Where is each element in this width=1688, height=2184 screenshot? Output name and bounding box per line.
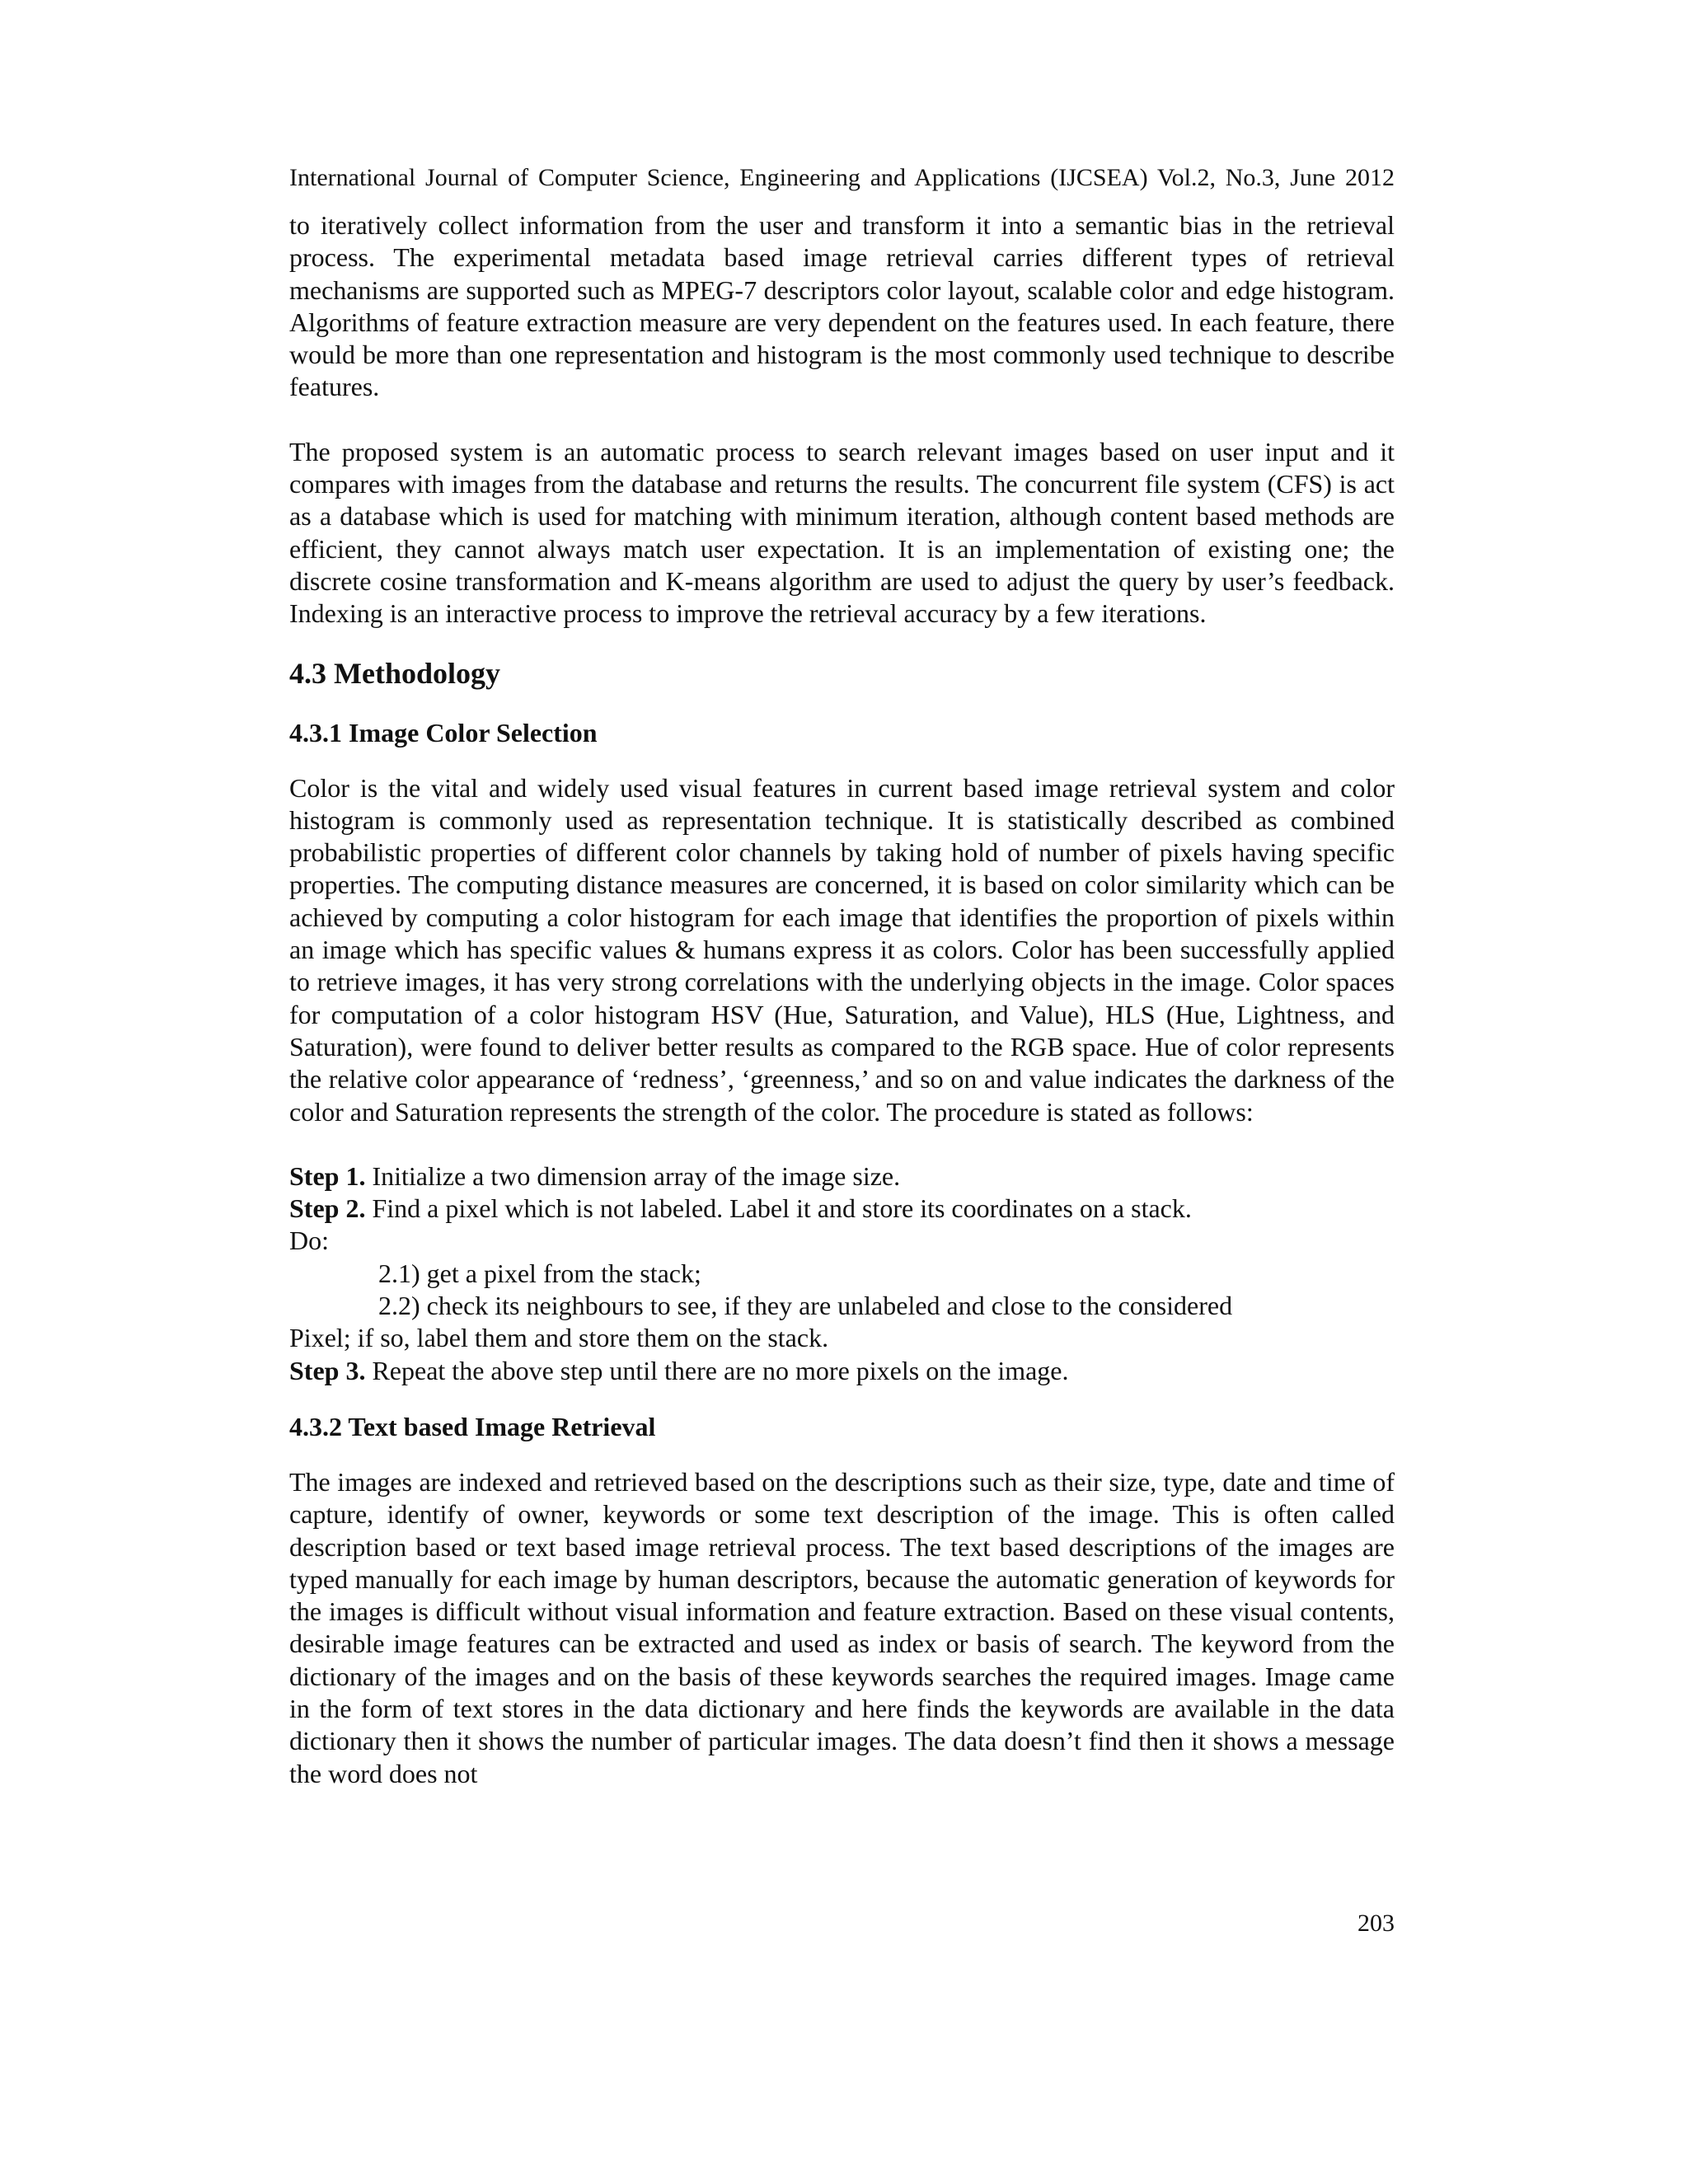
paragraph-intro: to iteratively collect information from the user and transform it into a semantic bias in the retrieval process. The experimental metadata based image retrieval carries different types of retrieval mechanisms are supported such as MPEG-7 descriptors color layout, scalable color and edge histogram. Algorithms of feature extraction measure are very dependent on the features used. In each feature, there would be more than one representation and histogram is the most commonly used technique to describe features. <box>289 210 1395 402</box>
substep-2-1: 2.1) get a pixel from the stack; <box>378 1258 701 1288</box>
subsection-heading-color-selection: 4.3.1 Image Color Selection <box>289 717 598 748</box>
substep-2-2-continued: Pixel; if so, label them and store them on the stack. <box>289 1323 829 1353</box>
page-number: 203 <box>1357 1910 1395 1937</box>
step-1-label: Step 1. <box>289 1160 366 1191</box>
step-3-text: Repeat the above step until there are no more pixels on the image. <box>365 1355 1069 1385</box>
paragraph-gap <box>289 404 1395 436</box>
step-1 <box>289 1160 1395 1193</box>
step-2-text: Find a pixel which is not labeled. Label it and store its coordinates on a stack. <box>365 1193 1192 1224</box>
paragraph-proposed-system: The proposed system is an automatic process to search relevant images based on user input and it compares with images from the database and returns the results. The concurrent file system (CFS) is act as a database which is used for matching with minimum iteration, although content based methods are efficient, they cannot always match user expectation. It is an implementation of existing one; the discrete cosine transformation and K-means algorithm are used to adjust the query by user’s feedback. Indexing is an interactive process to improve the retrieval accuracy by a few iterations. <box>289 436 1395 629</box>
paper-page <box>289 162 1395 1790</box>
running-header: International Journal of Computer Science, Engineering and Applications (IJCSEA) Vol.2, No.3, June 2012 <box>289 164 1395 191</box>
paragraph-gap <box>289 1387 1395 1410</box>
step-3 <box>289 1355 1395 1387</box>
step-do-label: Do: <box>289 1226 329 1256</box>
paragraph-gap <box>289 630 1395 654</box>
paragraph-color-selection: Color is the vital and widely used visual features in current based image retrieval system and color histogram is commonly used as representation technique. It is statistically described as combined probabilistic properties of different color channels by taking hold of number of pixels having specific properties. The computing distance measures are concerned, it is based on color similarity which can be achieved by computing a color histogram for each image that identifies the proportion of pixels within an image which has specific values & humans express it as colors. Color has been successfully applied to retrieve images, it has very strong correlations with the underlying objects in the image. Color spaces for computation of a color histogram HSV (Hue, Saturation, and Value), HLS (Hue, Lightness, and Saturation), were found to deliver better results as compared to the RGB space. Hue of color represents the relative color appearance of ‘redness’, ‘greenness,’ and so on and value indicates the darkness of the color and Saturation represents the strength of the color. The procedure is stated as follows: <box>289 772 1395 1127</box>
step-1-text: Initialize a two dimension array of the image size. <box>365 1160 901 1191</box>
step-2 <box>289 1193 1395 1225</box>
paragraph-text-retrieval: The images are indexed and retrieved based on the descriptions such as their size, type, date and time of capture, identify of owner, keywords or some text description of the image. This is often called description based or text based image retrieval process. The text based descriptions of the images are typed manually for each image by human descriptors, because the automatic generation of keywords for the images is difficult without visual information and feature extraction. Based on these visual contents, desirable image features can be extracted and used as index or basis of search. The keyword from the dictionary of the images and on the basis of these keywords searches the required images. Image came in the form of text stores in the data dictionary and here finds the keywords are available in the data dictionary then it shows the number of particular images. The data doesn’t find then it shows a message the word does not <box>289 1466 1395 1788</box>
substep-2-2: 2.2) check its neighbours to see, if they are unlabeled and close to the considered <box>378 1291 1233 1321</box>
procedure-steps <box>289 1160 1395 1387</box>
paragraph-gap <box>289 1128 1395 1160</box>
paragraph-gap <box>289 693 1395 716</box>
step-2-label: Step 2. <box>289 1193 366 1224</box>
paragraph-gap <box>289 1443 1395 1466</box>
section-heading-methodology: 4.3 Methodology <box>289 656 500 690</box>
step-3-label: Step 3. <box>289 1355 366 1385</box>
subsection-heading-text-retrieval: 4.3.2 Text based Image Retrieval <box>289 1411 656 1441</box>
paragraph-gap <box>289 749 1395 772</box>
